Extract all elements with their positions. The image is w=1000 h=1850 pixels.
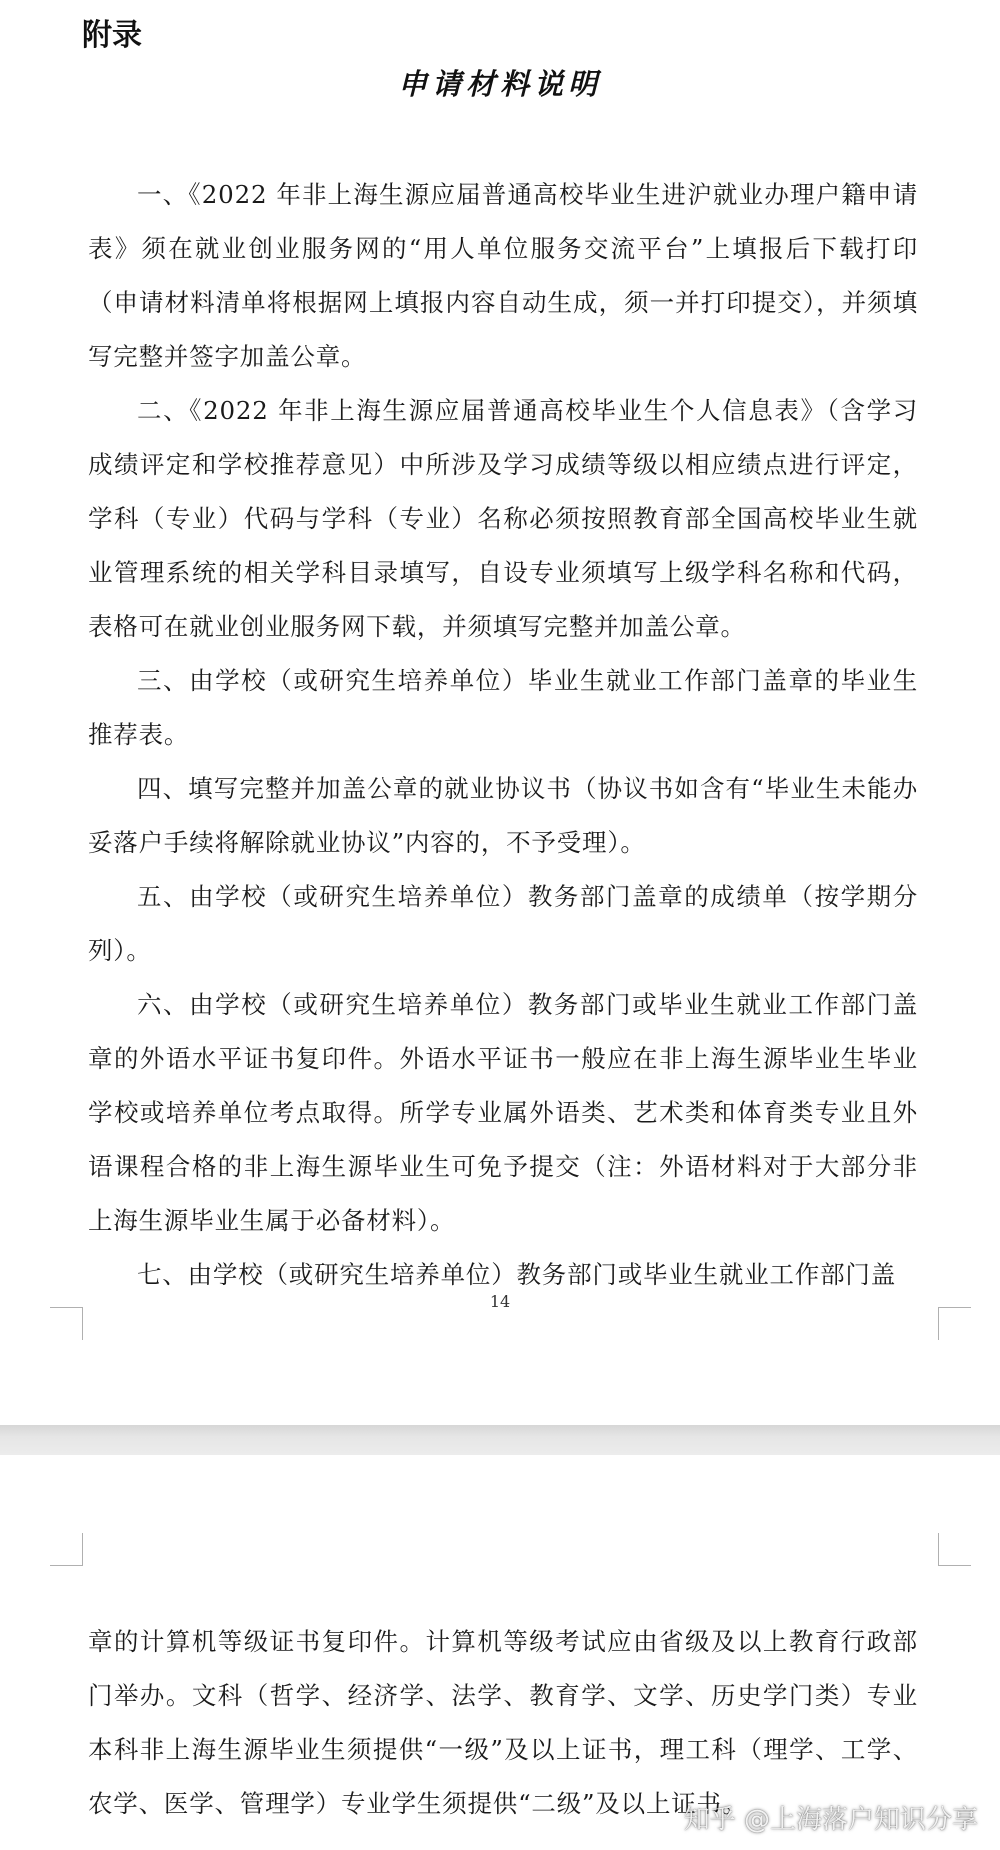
crop-mark-top-right (938, 1533, 971, 1566)
document-page-2 (0, 1455, 1000, 1850)
paragraph-item-2: 二、《2022 年非上海生源应届普通高校毕业生个人信息表》（含学习成绩评定和学校推荐意见）中所涉及学习成绩等级以相应绩点进行评定，学科（专业）代码与学科（专业）名称必须按照教育部全国高校毕业生就业管理系统的相关学科目录填写，自设专业须填写上级学科名称和代码，表格可在就业创业服务网下载，并须填写完整并加盖公章。 (88, 396, 918, 641)
crop-mark-bottom-right (938, 1307, 971, 1340)
paragraph-item-5: 五、由学校（或研究生培养单位）教务部门盖章的成绩单（按学期分列）。 (88, 882, 918, 965)
appendix-heading: 附录 (82, 18, 142, 53)
crop-mark-bottom-left (50, 1307, 83, 1340)
paragraph-item-6: 六、由学校（或研究生培养单位）教务部门或毕业生就业工作部门盖章的外语水平证书复印件。外语水平证书一般应在非上海生源毕业生毕业学校或培养单位考点取得。所学专业属外语类、艺术类和体育类专业且外语课程合格的非上海生源毕业生可免予提交（注：外语材料对于大部分非上海生源毕业生属于必备材料）。 (88, 990, 918, 1235)
paragraph-item-3: 三、由学校（或研究生培养单位）毕业生就业工作部门盖章的毕业生推荐表。 (88, 666, 918, 749)
page-1-body (88, 168, 918, 1302)
paragraph-item-1: 一、《2022 年非上海生源应届普通高校毕业生进沪就业办理户籍申请表》须在就业创业服务网的“用人单位服务交流平台”上填报后下载打印（申请材料清单将根据网上填报内容自动生成，须一并打印提交），并须填写完整并签字加盖公章。 (88, 180, 918, 371)
paragraph-item-7-continued: 章的计算机等级证书复印件。计算机等级考试应由省级及以上教育行政部门举办。文科（哲学、经济学、法学、教育学、文学、历史学门类）专业本科非上海生源毕业生须提供“一级”及以上证书，理工科（理学、工学、农学、医学、管理学）专业学生须提供“二级”及以上证书。 (88, 1627, 918, 1818)
document-title: 申请材料说明 (397, 67, 602, 101)
zhihu-watermark: 知乎 @上海落户知识分享 (683, 1805, 978, 1835)
page-number: 14 (489, 1292, 511, 1311)
paragraph-item-4: 四、填写完整并加盖公章的就业协议书（协议书如含有“毕业生未能办妥落户手续将解除就业协议”内容的，不予受理）。 (88, 774, 918, 857)
page-separator (0, 1425, 1000, 1455)
paragraph-item-7: 七、由学校（或研究生培养单位）教务部门或毕业生就业工作部门盖 (137, 1260, 896, 1289)
crop-mark-top-left (50, 1533, 83, 1566)
